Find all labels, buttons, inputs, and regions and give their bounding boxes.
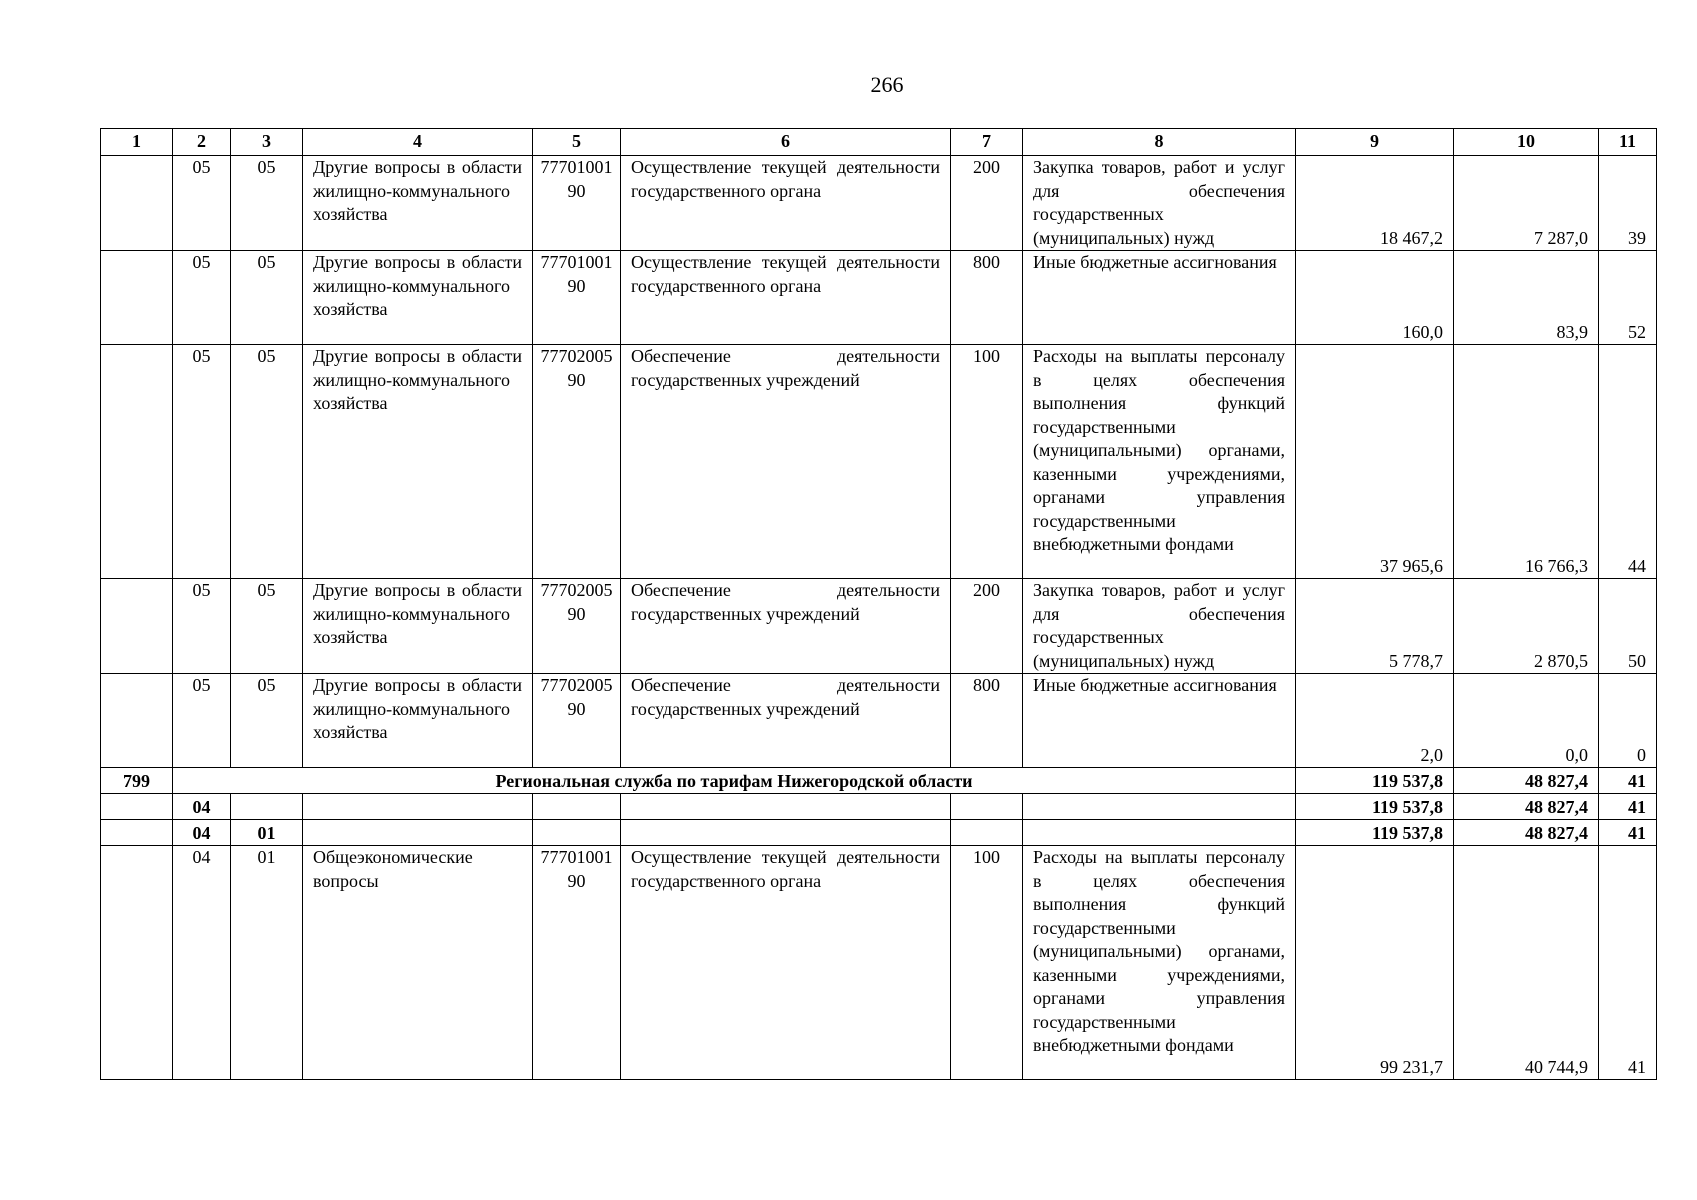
cell-section-name: Другие вопросы в области жилищно-коммунального хозяйства bbox=[303, 251, 533, 345]
cell-col10: 40 744,9 bbox=[1454, 846, 1599, 1080]
cell-expense-code: 200 bbox=[951, 156, 1023, 251]
cell-section: 04 bbox=[173, 820, 231, 846]
cell-expense-name: Расходы на выплаты персоналу в целях обеспечения выполнения функций государственными (муниципальными) органами, казенными учреждениями, органами управления государственными внебюджетными фондами bbox=[1023, 846, 1296, 1080]
cell-section-name: Общеэкономические вопросы bbox=[303, 846, 533, 1080]
table-row bbox=[101, 674, 1657, 768]
cell-empty bbox=[1023, 820, 1296, 846]
cell-target-name: Осуществление текущей деятельности государственного органа bbox=[621, 156, 951, 251]
header-cell: 5 bbox=[533, 129, 621, 156]
cell-col10: 0,0 bbox=[1454, 674, 1599, 768]
cell-col11: 39 bbox=[1599, 156, 1657, 251]
cell-col10: 48 827,4 bbox=[1454, 820, 1599, 846]
cell-target-code: 7770100190 bbox=[533, 156, 621, 251]
cell-col11: 0 bbox=[1599, 674, 1657, 768]
table-row bbox=[101, 579, 1657, 674]
cell-section: 04 bbox=[173, 846, 231, 1080]
cell-col9: 119 537,8 bbox=[1296, 820, 1454, 846]
header-row bbox=[101, 129, 1657, 156]
cell-col1 bbox=[101, 820, 173, 846]
cell-col11: 41 bbox=[1599, 794, 1657, 820]
cell-target-name: Осуществление текущей деятельности государственного органа bbox=[621, 251, 951, 345]
cell-col10: 83,9 bbox=[1454, 251, 1599, 345]
cell-col10: 7 287,0 bbox=[1454, 156, 1599, 251]
cell-col9: 99 231,7 bbox=[1296, 846, 1454, 1080]
cell-section-name: Другие вопросы в области жилищно-коммунального хозяйства bbox=[303, 674, 533, 768]
table-row bbox=[101, 251, 1657, 345]
cell-col1 bbox=[101, 156, 173, 251]
cell-target-code: 7770100190 bbox=[533, 846, 621, 1080]
cell-expense-name: Закупка товаров, работ и услуг для обеспечения государственных (муниципальных) нужд bbox=[1023, 156, 1296, 251]
cell-col9: 119 537,8 bbox=[1296, 768, 1454, 794]
cell-col10: 48 827,4 bbox=[1454, 794, 1599, 820]
cell-col1 bbox=[101, 846, 173, 1080]
cell-expense-code: 800 bbox=[951, 251, 1023, 345]
cell-subsection: 01 bbox=[231, 846, 303, 1080]
header-cell: 11 bbox=[1599, 129, 1657, 156]
cell-col9: 37 965,6 bbox=[1296, 345, 1454, 579]
cell-col10: 48 827,4 bbox=[1454, 768, 1599, 794]
cell-target-name: Обеспечение деятельности государственных учреждений bbox=[621, 345, 951, 579]
cell-col11: 41 bbox=[1599, 846, 1657, 1080]
cell-subsection: 05 bbox=[231, 674, 303, 768]
cell-col1 bbox=[101, 579, 173, 674]
cell-empty bbox=[303, 794, 533, 820]
table-row bbox=[101, 156, 1657, 251]
header-cell: 10 bbox=[1454, 129, 1599, 156]
cell-col9: 5 778,7 bbox=[1296, 579, 1454, 674]
cell-expense-name: Расходы на выплаты персоналу в целях обеспечения выполнения функций государственными (муниципальными) органами, казенными учреждениями, органами управления государственными внебюджетными фондами bbox=[1023, 345, 1296, 579]
cell-section-name: Другие вопросы в области жилищно-коммунального хозяйства bbox=[303, 579, 533, 674]
cell-col11: 52 bbox=[1599, 251, 1657, 345]
cell-expense-code: 100 bbox=[951, 846, 1023, 1080]
cell-expense-name: Иные бюджетные ассигнования bbox=[1023, 674, 1296, 768]
cell-empty bbox=[951, 794, 1023, 820]
cell-expense-code: 200 bbox=[951, 579, 1023, 674]
cell-col9: 119 537,8 bbox=[1296, 794, 1454, 820]
cell-section: 05 bbox=[173, 345, 231, 579]
cell-target-code: 7770200590 bbox=[533, 579, 621, 674]
cell-section-name: Другие вопросы в области жилищно-коммунального хозяйства bbox=[303, 345, 533, 579]
section-total-row bbox=[101, 794, 1657, 820]
cell-section-name: Другие вопросы в области жилищно-коммунального хозяйства bbox=[303, 156, 533, 251]
cell-empty bbox=[1023, 794, 1296, 820]
cell-subsection: 05 bbox=[231, 156, 303, 251]
cell-subsection: 05 bbox=[231, 345, 303, 579]
cell-expense-name: Закупка товаров, работ и услуг для обеспечения государственных (муниципальных) нужд bbox=[1023, 579, 1296, 674]
cell-agency-code: 799 bbox=[101, 768, 173, 794]
cell-expense-code: 800 bbox=[951, 674, 1023, 768]
cell-col9: 18 467,2 bbox=[1296, 156, 1454, 251]
cell-subsection: 05 bbox=[231, 251, 303, 345]
cell-col1 bbox=[101, 674, 173, 768]
table-row bbox=[101, 846, 1657, 1080]
cell-col10: 16 766,3 bbox=[1454, 345, 1599, 579]
cell-section: 05 bbox=[173, 579, 231, 674]
cell-col11: 44 bbox=[1599, 345, 1657, 579]
cell-subsection: 05 bbox=[231, 579, 303, 674]
cell-empty bbox=[621, 794, 951, 820]
cell-subsection: 01 bbox=[231, 820, 303, 846]
cell-target-name: Осуществление текущей деятельности государственного органа bbox=[621, 846, 951, 1080]
header-cell: 1 bbox=[101, 129, 173, 156]
cell-col10: 2 870,5 bbox=[1454, 579, 1599, 674]
cell-col11: 50 bbox=[1599, 579, 1657, 674]
header-cell: 6 bbox=[621, 129, 951, 156]
cell-empty bbox=[533, 820, 621, 846]
agency-total-row bbox=[101, 768, 1657, 794]
budget-table bbox=[100, 128, 1657, 1080]
table-row bbox=[101, 345, 1657, 579]
cell-subsection bbox=[231, 794, 303, 820]
header-cell: 3 bbox=[231, 129, 303, 156]
cell-target-name: Обеспечение деятельности государственных учреждений bbox=[621, 579, 951, 674]
cell-section: 04 bbox=[173, 794, 231, 820]
cell-agency-title: Региональная служба по тарифам Нижегородской области bbox=[173, 768, 1296, 794]
header-cell: 4 bbox=[303, 129, 533, 156]
page-number: 266 bbox=[870, 72, 904, 97]
cell-col9: 160,0 bbox=[1296, 251, 1454, 345]
cell-section: 05 bbox=[173, 674, 231, 768]
cell-section: 05 bbox=[173, 251, 231, 345]
cell-section: 05 bbox=[173, 156, 231, 251]
cell-target-code: 7770200590 bbox=[533, 345, 621, 579]
header-cell: 7 bbox=[951, 129, 1023, 156]
cell-col11: 41 bbox=[1599, 768, 1657, 794]
cell-col1 bbox=[101, 794, 173, 820]
header-cell: 9 bbox=[1296, 129, 1454, 156]
subsection-total-row bbox=[101, 820, 1657, 846]
cell-target-name: Обеспечение деятельности государственных учреждений bbox=[621, 674, 951, 768]
cell-target-code: 7770200590 bbox=[533, 674, 621, 768]
cell-col11: 41 bbox=[1599, 820, 1657, 846]
header-cell: 2 bbox=[173, 129, 231, 156]
cell-col1 bbox=[101, 345, 173, 579]
cell-expense-code: 100 bbox=[951, 345, 1023, 579]
cell-empty bbox=[621, 820, 951, 846]
cell-col9: 2,0 bbox=[1296, 674, 1454, 768]
cell-empty bbox=[303, 820, 533, 846]
header-cell: 8 bbox=[1023, 129, 1296, 156]
cell-target-code: 7770100190 bbox=[533, 251, 621, 345]
cell-empty bbox=[951, 820, 1023, 846]
cell-col1 bbox=[101, 251, 173, 345]
cell-expense-name: Иные бюджетные ассигнования bbox=[1023, 251, 1296, 345]
cell-empty bbox=[533, 794, 621, 820]
